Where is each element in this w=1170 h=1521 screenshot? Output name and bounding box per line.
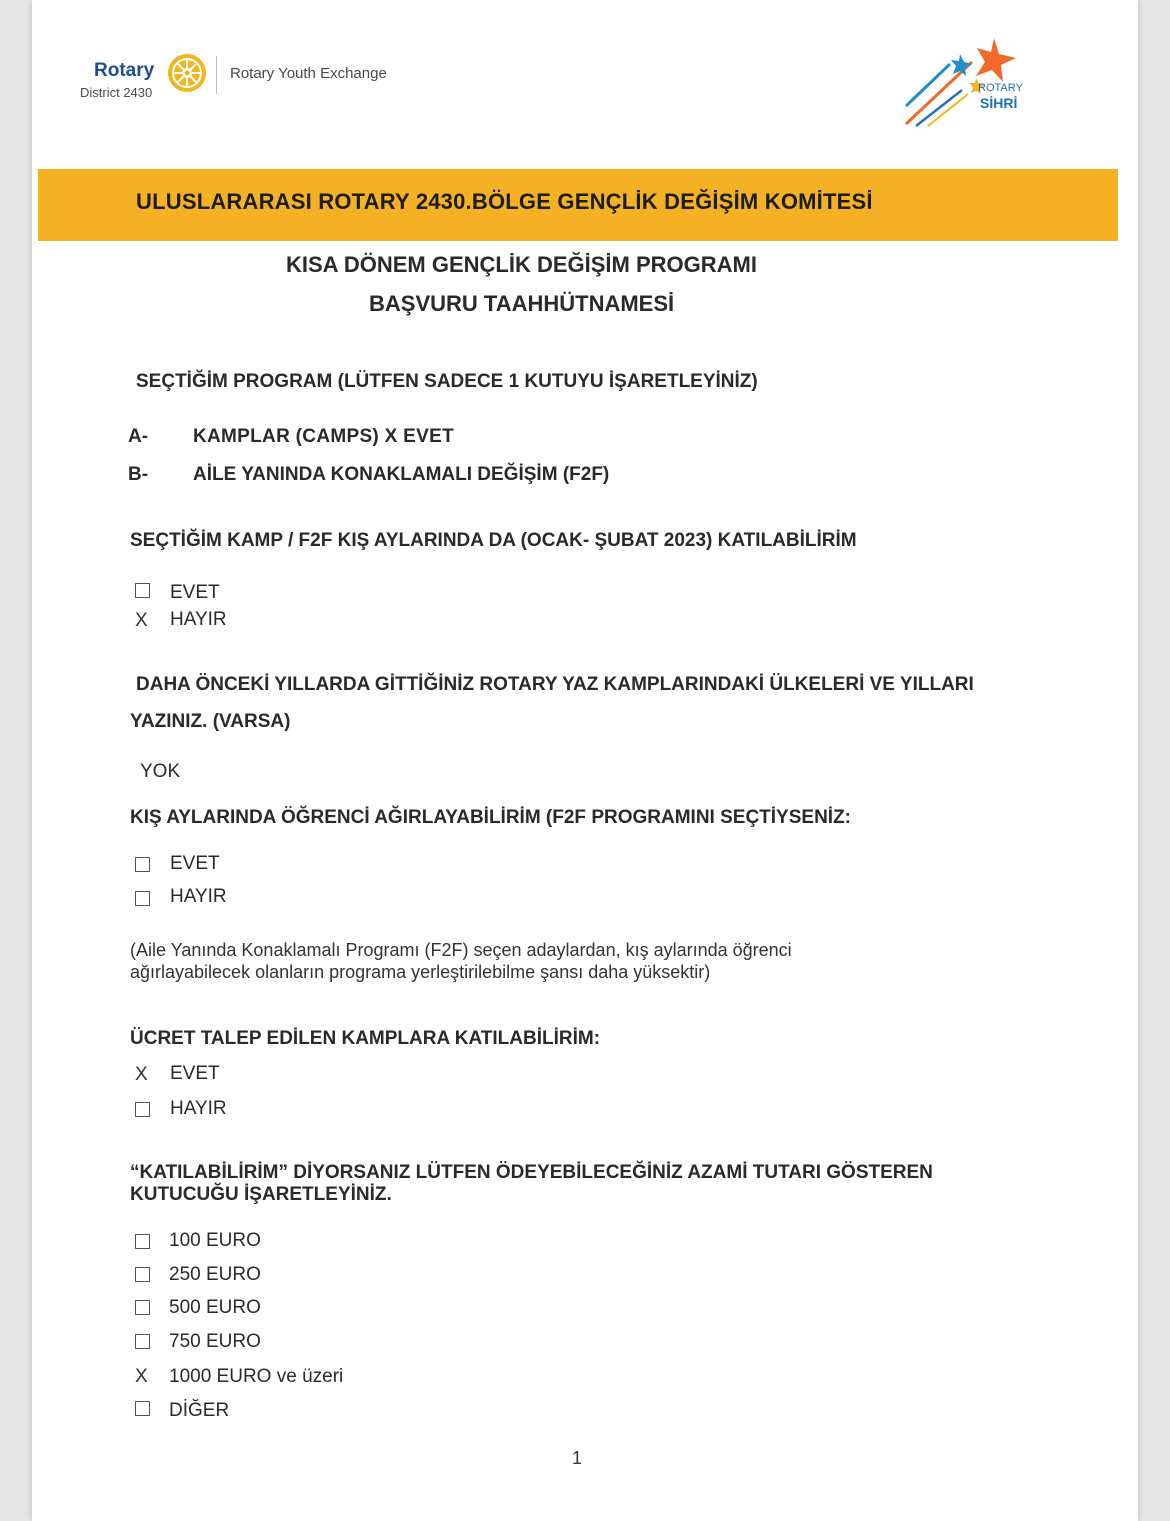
hosting-yes-label: EVET (170, 853, 220, 874)
banner-title: ULUSLARARASI ROTARY 2430.BÖLGE GENÇLİK DEĞİŞİM KOMİTESİ (136, 189, 873, 214)
committee-banner (38, 169, 1118, 241)
option-a-letter: A- (128, 426, 149, 447)
paid-no-label: HAYIR (170, 1098, 227, 1119)
option-a-camps: KAMPLAR (CAMPS) X EVET (193, 426, 454, 447)
youth-exchange-label: Rotary Youth Exchange (230, 65, 387, 82)
form-title-line1: KISA DÖNEM GENÇLİK DEĞİŞİM PROGRAMI (286, 252, 757, 277)
paid-heading: ÜCRET TALEP EDİLEN KAMPLARA KATILABİLİRİM: (130, 1028, 601, 1049)
hosting-yes-checkbox[interactable] (135, 857, 150, 872)
hosting-heading: KIŞ AYLARINDA ÖĞRENCİ AĞIRLAYABİLİRİM (F2F PROGRAMINI SEÇTİYSENİZ: (130, 807, 851, 828)
previous-heading-line1: DAHA ÖNCEKİ YILLARDA GİTTİĞİNİZ ROTARY YAZ KAMPLARINDAKİ ÜLKELERİ VE YILLARI (136, 674, 974, 695)
document-page (32, 0, 1138, 1521)
amount-750-checkbox[interactable] (135, 1334, 150, 1349)
winter-no-label: HAYIR (170, 609, 227, 630)
rotary-wordmark: Rotary (94, 60, 155, 81)
program-heading: SEÇTİĞİM PROGRAM (LÜTFEN SADECE 1 KUTUYU İŞARETLEYİNİZ) (136, 371, 758, 392)
paid-no-checkbox[interactable] (135, 1102, 150, 1117)
brand-rotary-label: ROTARY (978, 82, 1023, 94)
winter-yes-label: EVET (170, 582, 220, 603)
amount-100-label: 100 EURO (169, 1230, 261, 1251)
hosting-note-line1: (Aile Yanında Konaklamalı Programı (F2F) seçen adaylardan, kış aylarında öğrenci (130, 940, 792, 960)
amount-500-label: 500 EURO (169, 1297, 261, 1318)
amount-other-checkbox[interactable] (135, 1401, 150, 1416)
logo-divider (216, 56, 217, 94)
rotary-wheel-icon (166, 52, 208, 94)
amount-750-label: 750 EURO (169, 1331, 261, 1352)
amount-other-label: DİĞER (169, 1400, 230, 1421)
previous-heading-line2: YAZINIZ. (VARSA) (130, 711, 291, 732)
option-b-f2f: AİLE YANINDA KONAKLAMALI DEĞİŞİM (F2F) (193, 464, 610, 485)
amount-500-checkbox[interactable] (135, 1300, 150, 1315)
amount-100-checkbox[interactable] (135, 1234, 150, 1249)
form-title-line2: BAŞVURU TAAHHÜTNAMESİ (369, 291, 675, 316)
option-b-letter: B- (128, 464, 149, 485)
amount-1000-label: 1000 EURO ve üzeri (169, 1366, 344, 1387)
district-label: District 2430 (80, 85, 153, 100)
page-number: 1 (572, 1448, 583, 1468)
amount-250-checkbox[interactable] (135, 1267, 150, 1282)
amount-heading-line1: “KATILABİLİRİM” DİYORSANIZ LÜTFEN ÖDEYEBİLECEĞİNİZ AZAMİ TUTARI GÖSTEREN (130, 1162, 933, 1183)
winter-no-checkmark[interactable]: X (135, 610, 148, 631)
winter-heading: SEÇTİĞİM KAMP / F2F KIŞ AYLARINDA DA (OCAK- ŞUBAT 2023) KATILABİLİRİM (130, 530, 857, 551)
brand-sihri-label: SİHRİ (980, 95, 1018, 111)
amount-heading-line2: KUTUCUĞU İŞARETLEYİNİZ. (130, 1184, 392, 1205)
hosting-no-checkbox[interactable] (135, 891, 150, 906)
previous-answer: YOK (140, 761, 181, 782)
winter-yes-checkbox[interactable] (135, 583, 150, 598)
amount-250-label: 250 EURO (169, 1264, 261, 1285)
amount-1000-checkmark[interactable]: X (135, 1366, 148, 1387)
paid-yes-checkmark[interactable]: X (135, 1064, 148, 1085)
hosting-note-line2: ağırlayabilecek olanların programa yerleştirilebilme şansı daha yüksektir) (130, 962, 711, 982)
paid-yes-label: EVET (170, 1063, 220, 1084)
hosting-no-label: HAYIR (170, 886, 227, 907)
